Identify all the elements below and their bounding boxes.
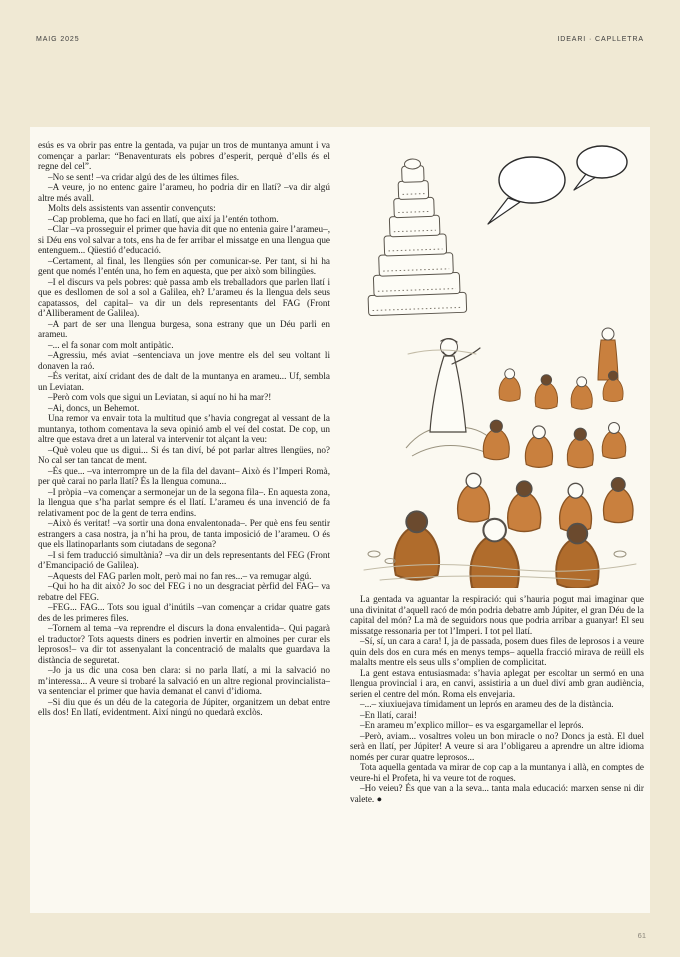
article-paragraph: –Això és veritat! –va sortir una dona envalentonada–. Per què ens feu sentir estrangers a casa nostra, ja n’hi ha prou, de tanta imposició de l’arameu. O és que els llatinoparlants som ciutadans de segona? [38,518,330,549]
article-paragraph: –En arameu m’explico millor– es va esgargamellar el leprós. [360,720,584,730]
article-paragraph: –Clar –va prosseguir el primer que havia dit que no entenia gaire l’arameu–, si Déu ens vol salvar a tots, ens ha de fer arribar el missatge en una llengua que entenguem... Qüestió d’educació. [38,224,330,255]
article-paragraph: –A part de ser una llengua burgesa, sona estrany que un Déu parli en arameu. [38,318,330,339]
article-column-right [350,140,644,804]
speech-bubble-small-icon [574,146,627,190]
prophet-figure [406,339,498,457]
crowd-figure [602,423,626,459]
article-paragraph: Molts dels assistents van assentir convençuts: [48,203,216,213]
article-column-left [38,140,330,718]
crowd-figure [535,375,557,409]
article-paragraph: –A veure, jo no entenc gaire l’arameu, ho podria dir en llatí? –va dir algú altre més avall. [38,182,330,203]
article-paragraph: –Jo ja us dic una cosa ben clara: si no parla llatí, a mi la salvació no m’interessa... A veure si trobaré la salvació en un altre regional provincialista– va sentenciar el primer que havia demanat el canvi d’idioma. [38,665,330,696]
article-paragraph: –...– xiuxiuejava tímidament un leprós en arameu des de la distància. [360,699,614,709]
speech-bubble-large-icon [488,157,565,224]
babel-tower-icon [363,157,466,315]
crowd-figure [604,478,633,523]
article-paragraph: La gentada va aguantar la respiració: qui s’hauria pogut mai imaginar que una divinitat d’aquell racó de món podria debatre amb Júpiter, el gran Déu de la capital del món? La mà de seguidors nous que podria arribar a guanyar! El seu missatge ressonaria per tot l’Imperi. I tot pel llatí. [350,594,644,636]
article-paragraph: –Agressiu, més aviat –sentenciava un jove mentre els del seu voltant li donaven la raó. [38,350,330,371]
article-paragraph: –Què voleu que us digui... Si és tan diví, bé pot parlar altres llengües, no? No cal ser tan tancat de ment. [38,444,330,465]
babel-illustration [350,140,644,588]
article-paragraph: –Però com vols que sigui un Leviatan, si aquí no hi ha mar?! [48,392,272,402]
crowd-figure [525,426,552,467]
article-paragraph: –I si fem traducció simultània? –va dir un dels representants del FEG (Front d’Emancipació de Galilea). [38,549,330,570]
article-paragraph: –Tornem al tema –va reprendre el discurs la dona envalentida–. Qui pagarà el traductor? Tots aquests diners es podrien invertir en almoines per curar els leprosos!– va dir tot assenyalant la concentració de malalts que guardava la distància de seguretat. [38,623,330,665]
crowd-figure [458,473,490,522]
crowd-figure [394,511,439,579]
article-paragraph: –Si diu que és un déu de la categoria de Júpiter, organitzem un debat entre ells dos! En llatí, evidentment. Així ningú no quedarà exclòs. [38,696,330,717]
article-column-right-text [350,594,644,804]
article-paragraph: –... el fa sonar com molt antipàtic. [48,339,174,350]
crowd-figure [567,428,593,468]
article-paragraph: –Ho veieu? És que van a la seva... tanta mala educació: marxen sense ni dir valete. ● [350,783,644,804]
babel-illustration-svg [350,140,644,588]
article-paragraph: La gent estava entusiasmada: s’havia aplegat per escoltar un sermó en una llengua provincial i ara, en canvi, assistiria a un duel diví amb gran audiència, serien el centre del món. Roma els envejaria. [350,667,644,699]
page-number: 61 [637,931,646,940]
article-paragraph: –I el discurs va pels pobres: què passa amb els treballadors que parlen llatí i que es desllomen de sol a sol a Galilea, eh? L’arameu és la llengua dels seus capatassos, del capital– va dir un dels representants del FAG (Front d’Alliberament de Galilea). [38,276,330,318]
article-paragraph: –És que... –va interrompre un de la fila del davant– Això és l’Imperi Romà, per què carai no parla llatí? És la llengua comuna... [38,465,330,486]
article-paragraph: –Ai, doncs, un Behemot. [48,402,140,413]
article-paragraph: esús es va obrir pas entre la gentada, va pujar un tros de muntanya amunt i va començar a parlar: “Benaventurats els pobres d’esperit, perquè d’ells és el regne del cel”. [38,140,330,171]
article-paragraph: –Certament, al final, les llengües són per comunicar-se. Per tant, si hi ha gent que només l’entén una, ho fem en aquesta, que per això som bilingües. [38,255,330,276]
article-paragraph: –Sí, sí, un cara a cara! I, ja de passada, posem dues files de leprosos i a veure quin dels dos en cura més en menys temps– aquella fracció mirava de reüll els malalts mentre els seus ulls s’omplien de complicitat. [350,636,644,667]
article-paragraph: –I pròpia –va començar a sermonejar un de la segona fila–. En aquesta zona, la llengua que s’ha parlat sempre és el llatí. L’arameu és una invenció de fa relativament poc de la gent de terra endins. [38,486,330,518]
section-title: IDEARI · CAPLLETRA [557,36,644,43]
article-paragraph: –Però, aviam... vosaltres voleu un bon miracle o no? Doncs ja està. El duel serà en llatí, per Júpiter! A veure si ara l’obligareu a aprendre un altre idioma només per curar quatre leprosos... [350,730,644,762]
crowd-figure [571,377,592,409]
article-paragraph: Una remor va envair tota la multitud que s’havia congregat al vessant de la muntanya, tothom comentava la seva opinió amb el veí del costat. De cop, un altre que estava dret a un lateral va intervenir tot alçant la veu: [38,413,330,444]
issue-date: MAIG 2025 [36,36,80,43]
crowd-figure [499,369,520,401]
crowd-figure [508,481,541,531]
article-paragraph: –En llatí, carai! [360,709,417,720]
seated-crowd [458,369,633,532]
article-paragraph: –És veritat, així cridant des de dalt de la muntanya en arameu... Uf, sembla un Leviatan. [38,371,330,392]
page-header [36,36,644,43]
crowd-figure [483,420,509,460]
article-paragraph: –Aquests del FAG parlen molt, però mai no fan res...– va remugar algú. [48,570,312,581]
article-paragraph: –No se sent! –va cridar algú des de les últimes files. [48,171,240,182]
article-paragraph: Tota aquella gentada va mirar de cop cap a la muntanya i allà, en comptes de veure-hi el Profeta, hi va veure tot de roques. [350,762,644,783]
article-paragraph: –Qui ho ha dit això? Jo soc del FEG i no un desgraciat pèrfid del FAG– va rebatre del FEG. [38,581,330,602]
article-paragraph: –Cap problema, que ho faci en llatí, que així ja l’entén tothom. [48,213,279,224]
article-paragraph: –FEG... FAG... Tots sou igual d’inútils –van començar a cridar quatre gats des de les primeres files. [38,602,330,623]
